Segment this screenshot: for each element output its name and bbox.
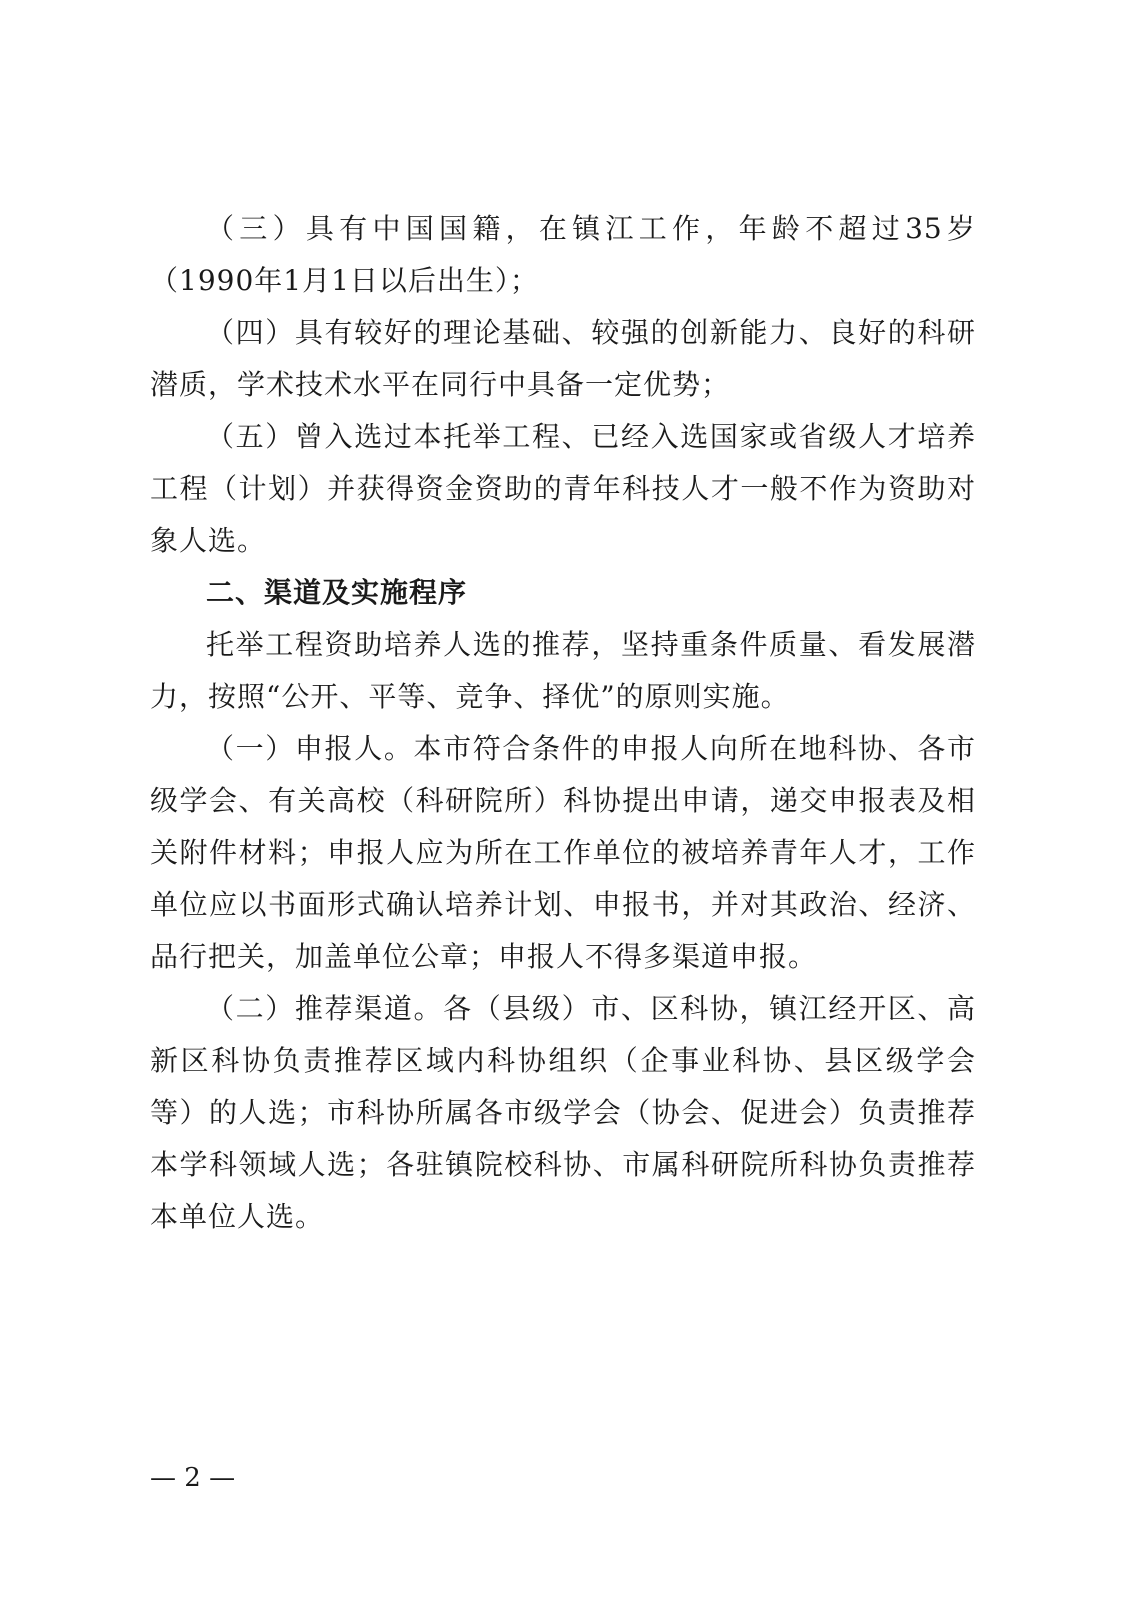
document-body (150, 203, 976, 1243)
paragraph-recommendation-principle: 托举工程资助培养人选的推荐，坚持重条件质量、看发展潜力，按照“公开、平等、竞争、择优”的原则实施。 (150, 628, 976, 713)
section-heading-channels: 二、渠道及实施程序 (206, 576, 468, 609)
paragraph-recommendation-channels: （二）推荐渠道。各（县级）市、区科协，镇江经开区、高新区科协负责推荐区域内科协组织（企事业科协、县区级学会等）的人选；市科协所属各市级学会（协会、促进会）负责推荐本学科领域人选；各驻镇院校科协、市属科研院所科协负责推荐本单位人选。 (150, 992, 976, 1233)
paragraph-eligibility-3: （三）具有中国国籍，在镇江工作，年龄不超过35岁（1990年1月1日以后出生）； (150, 212, 976, 297)
paragraph-eligibility-5: （五）曾入选过本托举工程、已经入选国家或省级人才培养工程（计划）并获得资金资助的青年科技人才一般不作为资助对象人选。 (150, 420, 976, 557)
paragraph-eligibility-4: （四）具有较好的理论基础、较强的创新能力、良好的科研潜质，学术技术水平在同行中具备一定优势； (150, 316, 976, 401)
paragraph-applicant: （一）申报人。本市符合条件的申报人向所在地科协、各市级学会、有关高校（科研院所）科协提出申请，递交申报表及相关附件材料；申报人应为所在工作单位的被培养青年人才，工作单位应以书面形式确认培养计划、申报书，并对其政治、经济、品行把关，加盖单位公章；申报人不得多渠道申报。 (150, 732, 976, 973)
page-number: — 2 — (150, 1463, 236, 1493)
